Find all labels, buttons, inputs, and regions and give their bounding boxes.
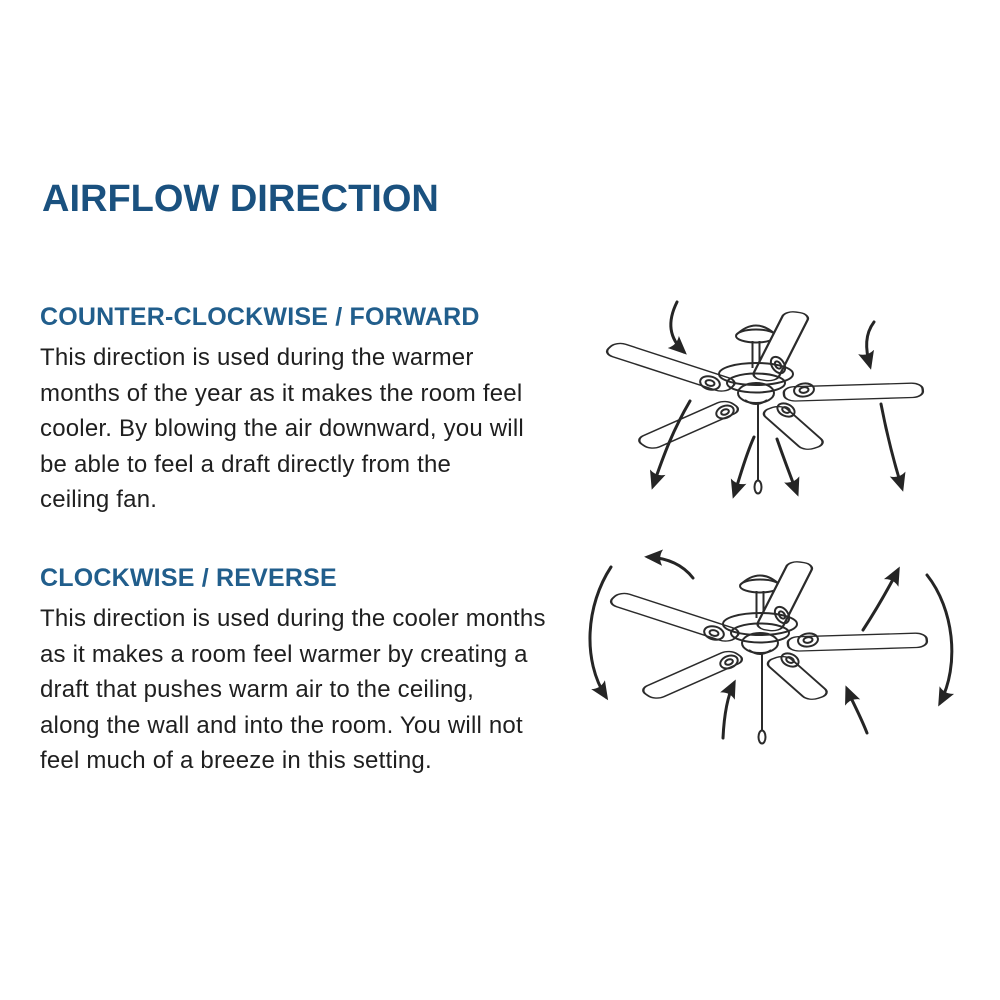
section-clockwise-reverse [40, 564, 546, 779]
page-title: AIRFLOW DIRECTION [42, 178, 439, 220]
section-counter-clockwise-forward [40, 303, 524, 518]
ceiling-fan-downward-airflow-illustration [593, 288, 1000, 523]
ceiling-fan-icon [603, 310, 923, 493]
body-line: feel much of a breeze in this setting. [40, 747, 432, 774]
body-line: ceiling fan. [40, 486, 158, 513]
section-body-counter-clockwise [40, 340, 524, 518]
ceiling-fan-icon [607, 560, 927, 743]
section-heading-counter-clockwise: COUNTER-CLOCKWISE / FORWARD [40, 303, 480, 331]
section-body-clockwise [40, 601, 546, 779]
body-line: be able to feel a draft directly from the [40, 450, 452, 478]
body-line: along the wall and into the room. You will not [40, 711, 523, 739]
body-line: draft that pushes warm air to the ceiling, [40, 676, 474, 703]
body-line: This direction is used during the warmer [40, 344, 474, 371]
ceiling-fan-upward-airflow-illustration [578, 545, 1000, 790]
body-line: This direction is used during the cooler months [40, 605, 546, 632]
body-line: cooler. By blowing the air downward, you will [40, 415, 524, 442]
body-line: as it makes a room feel warmer by creating a [40, 640, 528, 668]
section-heading-clockwise: CLOCKWISE / REVERSE [40, 564, 337, 592]
body-line: months of the year as it makes the room feel [40, 379, 523, 407]
